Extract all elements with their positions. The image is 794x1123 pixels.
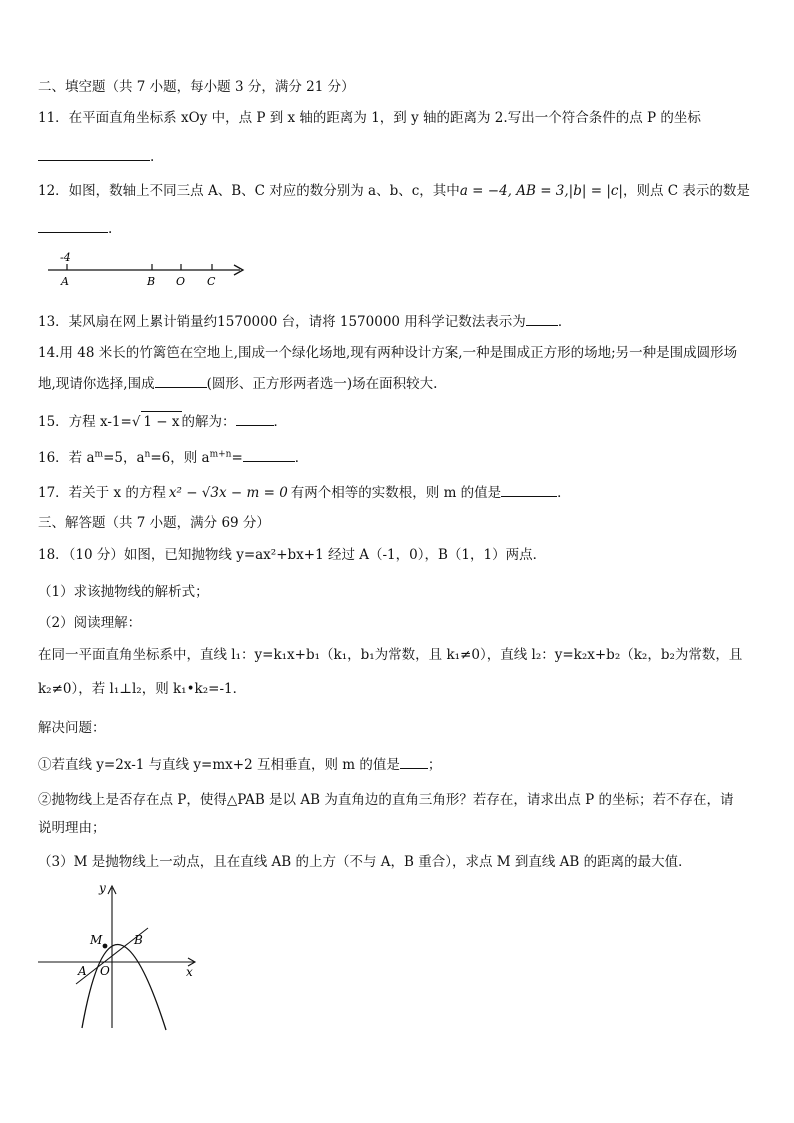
q18-sub1 xyxy=(38,754,441,775)
question-16 xyxy=(38,447,308,468)
q16-sup-mn: m+n xyxy=(209,449,232,460)
q12-text-a: 12．如图，数轴上不同三点 A、B、C 对应的数分别为 a、b、c，其中 xyxy=(38,183,460,199)
q13-end: ． xyxy=(557,314,572,330)
point-B-label: B xyxy=(134,933,143,947)
question-13 xyxy=(38,311,571,332)
q16-text-c: =6，则 a xyxy=(150,450,210,466)
q14-text-a: 地,现请你选择,围成 xyxy=(38,376,155,392)
q12-end: . xyxy=(108,221,113,237)
q11-text: 11．在平面直角坐标系 xOy 中，点 P 到 x 轴的距离为 1，到 y 轴的距离为 2.写出一个符合条件的点 P 的坐标 xyxy=(38,110,701,126)
q16-text-d: = xyxy=(231,450,243,466)
q18-sub1-text: ①若直线 y=2x-1 与直线 y=mx+2 互相垂直，则 m 的值是 xyxy=(38,757,400,773)
label-minus4: -4 xyxy=(60,251,71,264)
q12-answer-line xyxy=(38,218,112,239)
q17-blank[interactable] xyxy=(501,482,557,497)
q15-end: ． xyxy=(273,414,288,430)
q11-blank[interactable] xyxy=(38,146,150,161)
axis-x-label: x xyxy=(186,965,193,979)
label-C: C xyxy=(207,275,216,288)
q16-sup-m: m xyxy=(94,449,104,460)
q11-end: . xyxy=(150,149,155,165)
point-A-label: A xyxy=(78,964,87,978)
q12-text-b: ，则点 C 表示的数是 xyxy=(622,183,750,199)
axis-y-label: y xyxy=(99,881,106,895)
sqrt-sign: √ xyxy=(131,414,141,430)
question-15 xyxy=(38,411,287,432)
question-11 xyxy=(38,108,701,128)
section3-title: 三、解答题（共 7 小题，满分 69 分） xyxy=(38,515,270,531)
q18-sub1-blank[interactable] xyxy=(400,754,428,769)
q14-text-b: (圆形、正方形两者选一)场在面积较大. xyxy=(206,376,438,392)
q17-end: ． xyxy=(557,485,571,501)
section2-title: 二、填空题（共 7 小题，每小题 3 分，满分 21 分） xyxy=(38,79,355,95)
q13-blank[interactable] xyxy=(526,311,558,326)
q15-blank[interactable] xyxy=(236,411,274,426)
q18-reading-2: k₂≠0），若 l₁⊥l₂，则 k₁•k₂=-1． xyxy=(38,681,247,697)
q18-solve-heading: 解决问题： xyxy=(38,720,106,736)
q16-blank[interactable] xyxy=(243,447,295,462)
q18-sub2-line2: 说明理由； xyxy=(38,820,106,836)
q18-sub2-line1: ②抛物线上是否存在点 P，使得△PAB 是以 AB 为直角边的直角三角形？若存在，请求出点 P 的坐标；若不存在，请 xyxy=(38,792,734,808)
q16-text-b: =5，a xyxy=(103,450,145,466)
q18-sub1-end: ； xyxy=(427,757,442,773)
label-A: A xyxy=(61,275,69,288)
question-17 xyxy=(38,482,571,503)
label-O: O xyxy=(176,275,186,288)
q17-equation: x² − √3x − m = 0 xyxy=(168,485,288,501)
q15-radicand: 1 − x xyxy=(141,411,181,432)
question-14-line2 xyxy=(38,373,437,394)
label-B: B xyxy=(147,275,156,288)
question-14-line1: 14.用 48 米长的竹篱笆在空地上,围成一个绿化场地,现有两种设计方案,一种是围成正方形的场地;另一种是围成圆形场 xyxy=(38,345,738,361)
q16-sup-n: n xyxy=(144,449,151,460)
number-line-figure xyxy=(40,250,255,292)
q18-part3: （3）M 是抛物线上一动点，且在直线 AB 的上方（不与 A，B 重合），求点 M 到直线 AB 的距离的最大值． xyxy=(38,854,692,870)
q11-answer-line xyxy=(38,146,154,167)
q15-text-b: 的解为： xyxy=(181,414,236,430)
q17-text-b: 有两个相等的实数根，则 m 的值是 xyxy=(290,485,502,501)
q16-text-a: 16．若 a xyxy=(38,450,95,466)
point-M-label: M xyxy=(90,933,103,947)
q18-part1: （1）求该抛物线的解析式； xyxy=(38,584,209,600)
q18-part2: （2）阅读理解： xyxy=(38,615,142,631)
q12-blank[interactable] xyxy=(38,218,108,233)
q18-intro: 18．（10 分）如图，已知抛物线 y=ax²+bx+1 经过 A（-1，0），B（1，1）两点． xyxy=(38,547,547,563)
origin-O-label: O xyxy=(100,964,110,978)
q17-text-a: 17．若关于 x 的方程 xyxy=(38,485,166,501)
question-12 xyxy=(38,181,750,201)
parabola-figure xyxy=(36,880,206,1035)
q16-end: ． xyxy=(294,450,309,466)
q12-condition: a = −4, AB = 3,|b| = |c| xyxy=(459,183,623,199)
q18-reading-1: 在同一平面直角坐标系中，直线 l₁：y=k₁x+b₁（k₁，b₁为常数，且 k₁≠0），直线 l₂：y=k₂x+b₂（k₂，b₂为常数，且 xyxy=(38,647,743,663)
q15-text-a: 15．方程 x-1= xyxy=(38,414,132,430)
q14-blank[interactable] xyxy=(155,373,207,388)
q13-text: 13．某风扇在网上累计销量约1570000 台，请将 1570000 用科学记数法表示为 xyxy=(38,314,526,330)
